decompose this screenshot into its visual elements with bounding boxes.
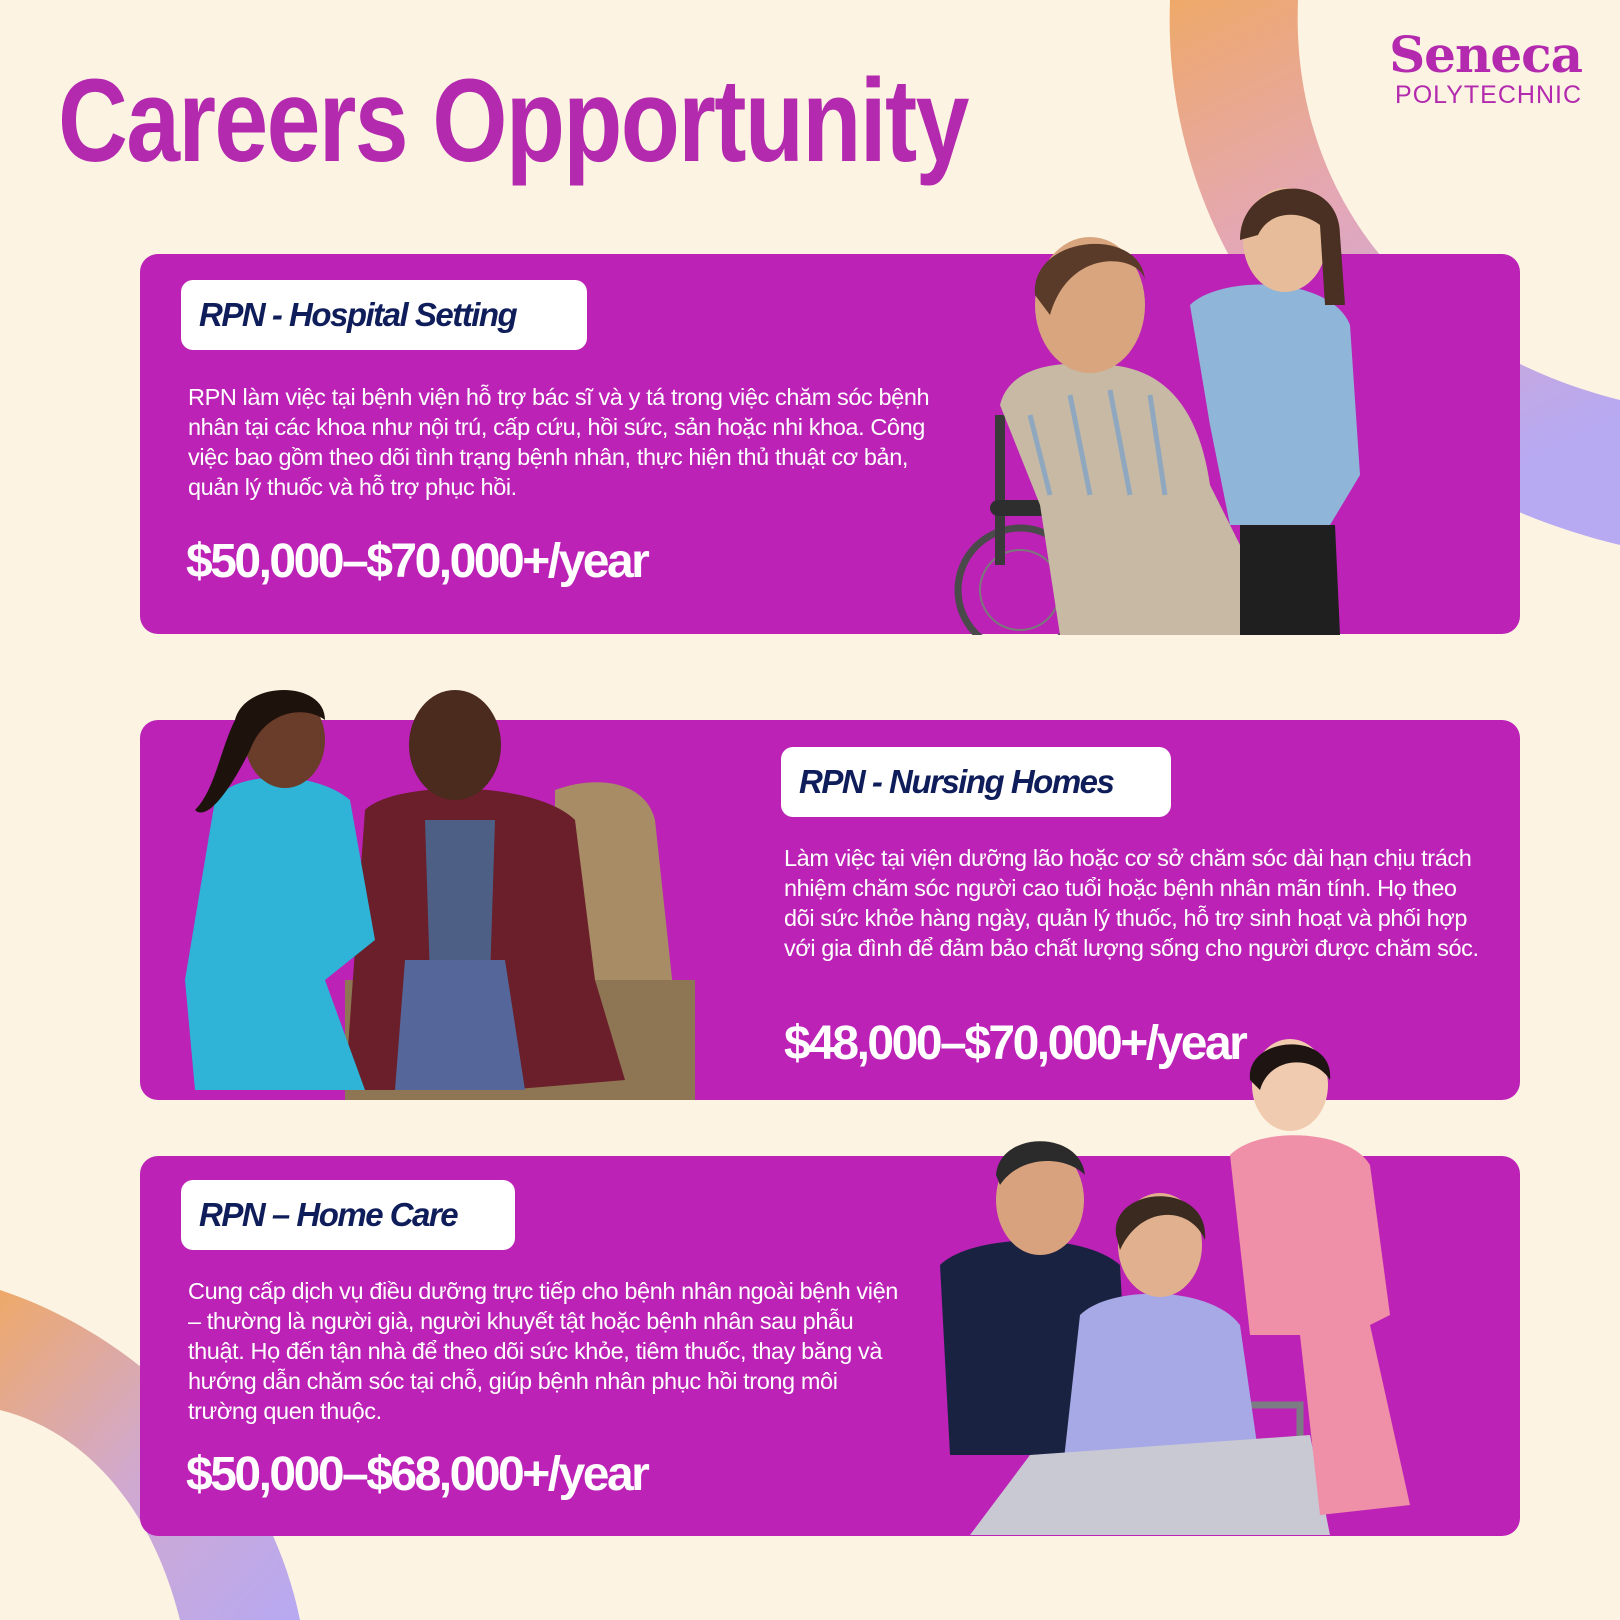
- card-label: RPN - Hospital Setting: [181, 280, 587, 350]
- card-label: RPN - Nursing Homes: [781, 747, 1171, 817]
- card-description: RPN làm việc tại bệnh viện hỗ trợ bác sĩ và y tá trong việc chăm sóc bệnh nhân tại các khoa như nội trú, cấp cứu, hồi sức, sản hoặc nhi khoa. Công việc bao gồm theo dõi tình trạng bệnh nhân, thực hiện thủ thuật cơ bản, quản lý thuốc và hỗ trợ phục hồi.: [188, 384, 930, 500]
- nurse-with-elderly-man-photo: [175, 680, 745, 1100]
- page-title: Careers Opportunity: [58, 55, 968, 187]
- card-salary: $50,000–$68,000+/year: [186, 1448, 648, 1501]
- logo-subtitle: POLYTECHNIC: [1395, 81, 1582, 109]
- logo-name: Seneca: [1389, 25, 1582, 84]
- card-label: RPN – Home Care: [181, 1180, 515, 1250]
- nurse-with-elderly-couple-photo: [930, 1035, 1450, 1535]
- card-salary: $48,000–$70,000+/year: [784, 1017, 1246, 1070]
- card-description: Làm việc tại viện dưỡng lão hoặc cơ sở chăm sóc dài hạn chịu trách nhiệm chăm sóc người cao tuổi hoặc bệnh nhân mãn tính. Họ theo dõi sức khỏe hàng ngày, quản lý thuốc, hỗ trợ sinh hoạt và phối hợp với gia đình để đảm bảo chất lượng sống cho người được chăm sóc.: [784, 845, 1479, 961]
- seneca-logo: [1389, 25, 1582, 110]
- nurse-with-patient-in-wheelchair-photo: [940, 165, 1430, 635]
- elderly-man-figure: [345, 690, 625, 1090]
- card-description: Cung cấp dịch vụ điều dưỡng trực tiếp cho bệnh nhân ngoài bệnh viện – thường là người già, người khuyết tật hoặc bệnh nhân sau phẫu thuật. Họ đến tận nhà để theo dõi sức khỏe, tiêm thuốc, thay băng và hướng dẫn chăm sóc tại chỗ, giúp bệnh nhân phục hồi trong môi trường quen thuộc.: [188, 1278, 898, 1424]
- card-salary: $50,000–$70,000+/year: [186, 535, 648, 588]
